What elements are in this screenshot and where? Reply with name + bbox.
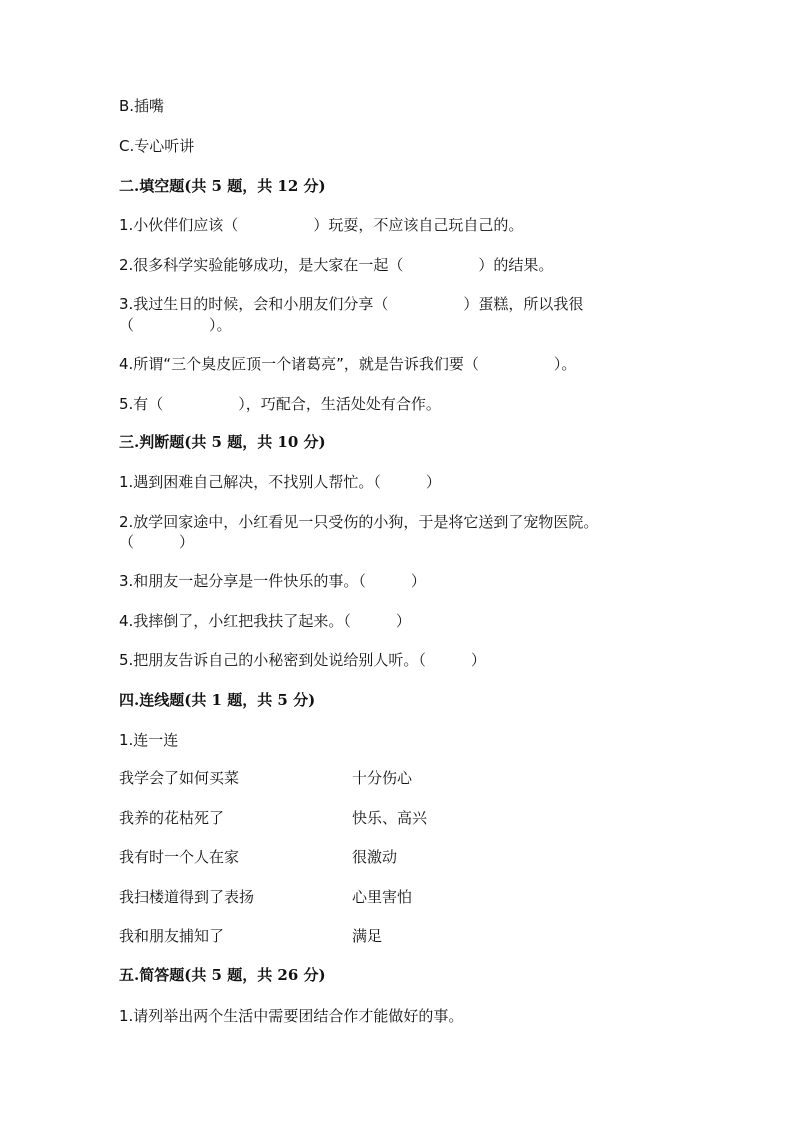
fill-blank-question-5: 5.有（ ），巧配合，生活处处有合作。 (119, 395, 441, 413)
true-false-question-1: 1.遇到困难自己解决，不找别人帮忙。（ ） (119, 473, 441, 491)
matching-left-item: 我学会了如何买菜 (119, 769, 240, 787)
choice-option-c: C.专心听讲 (119, 137, 195, 155)
fill-blank-question-4: 4.所谓“三个臭皮匠顶一个诸葛亮”，就是告诉我们要（ ）。 (119, 355, 577, 373)
section-heading-fill-blank: 二.填空题(共 5 题，共 12 分) (119, 177, 326, 195)
true-false-question-2-continued: （ ） (119, 533, 195, 551)
matching-right-item: 心里害怕 (352, 888, 413, 906)
matching-left-item: 我养的花枯死了 (119, 809, 225, 827)
true-false-question-4: 4.我摔倒了，小红把我扶了起来。（ ） (119, 612, 411, 630)
matching-right-item: 快乐、高兴 (352, 809, 428, 827)
fill-blank-question-3-continued: （ ）。 (119, 316, 232, 334)
fill-blank-question-1: 1.小伙伴们应该（ ）玩耍，不应该自己玩自己的。 (119, 216, 524, 234)
fill-blank-question-2: 2.很多科学实验能够成功，是大家在一起（ ）的结果。 (119, 256, 554, 274)
matching-left-item: 我扫楼道得到了表扬 (119, 888, 255, 906)
section-heading-matching: 四.连线题(共 1 题，共 5 分) (119, 691, 316, 709)
choice-option-b: B.插嘴 (119, 97, 165, 115)
true-false-question-5: 5.把朋友告诉自己的小秘密到处说给别人听。（ ） (119, 651, 486, 669)
matching-left-item: 我有时一个人在家 (119, 848, 240, 866)
short-answer-question-1: 1.请列举出两个生活中需要团结合作才能做好的事。 (119, 1007, 464, 1025)
true-false-question-2: 2.放学回家途中，小红看见一只受伤的小狗，于是将它送到了宠物医院。 (119, 513, 599, 531)
true-false-question-3: 3.和朋友一起分享是一件快乐的事。（ ） (119, 572, 426, 590)
matching-right-item: 十分伤心 (352, 769, 413, 787)
fill-blank-question-3: 3.我过生日的时候，会和小朋友们分享（ ）蛋糕，所以我很 (119, 295, 584, 313)
matching-left-item: 我和朋友捕知了 (119, 927, 225, 945)
section-heading-short-answer: 五.简答题(共 5 题，共 26 分) (119, 966, 326, 984)
matching-right-item: 很激动 (352, 848, 398, 866)
section-heading-true-false: 三.判断题(共 5 题，共 10 分) (119, 433, 326, 451)
matching-right-item: 满足 (352, 927, 383, 945)
matching-question-1: 1.连一连 (119, 731, 179, 749)
